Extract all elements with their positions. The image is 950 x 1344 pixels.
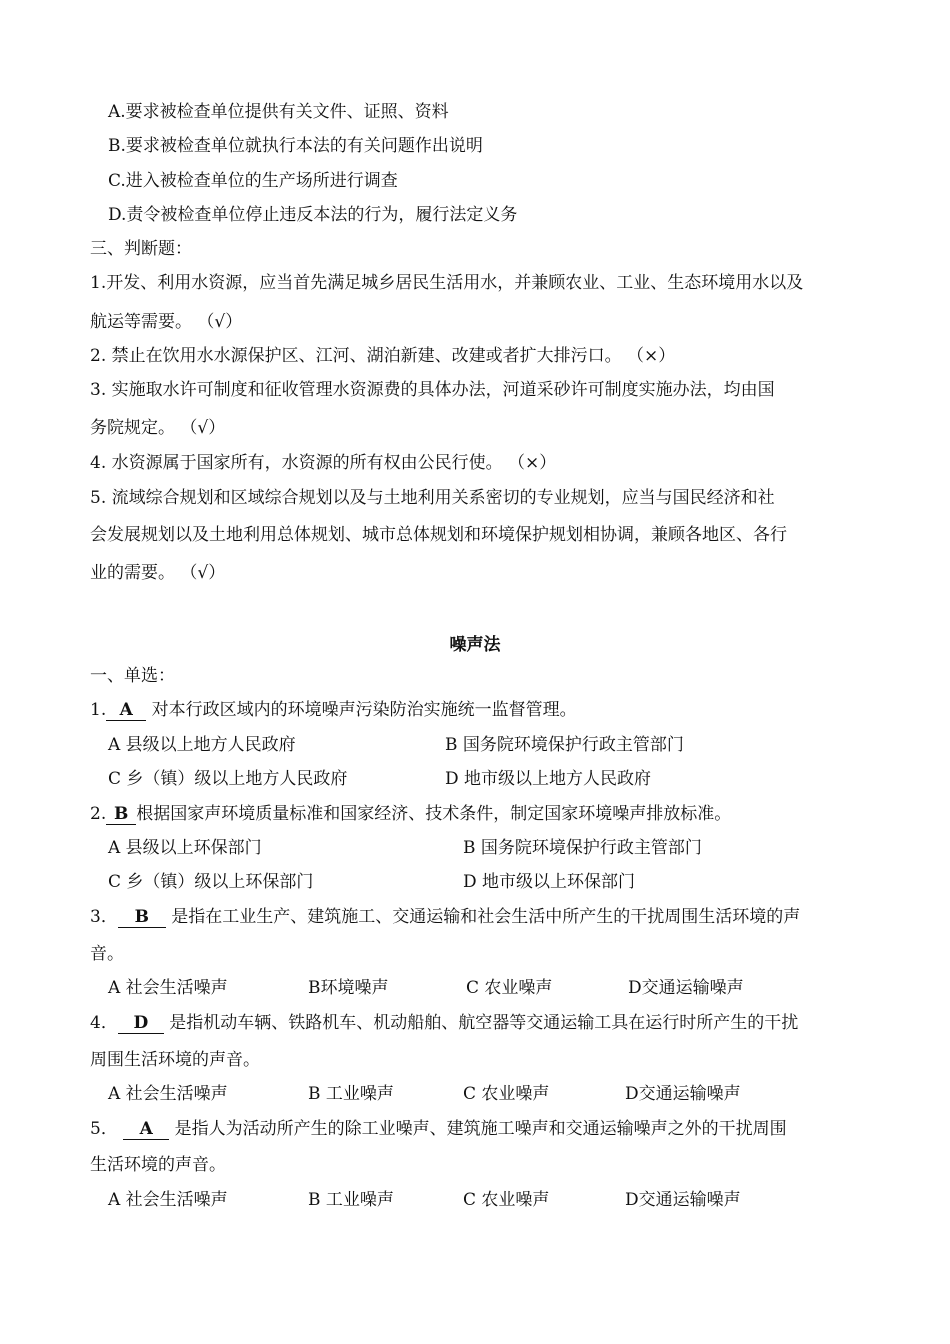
question-5-line-2: 生活环境的声音。 xyxy=(90,1155,226,1175)
judge-heading: 三、判断题： xyxy=(90,239,192,259)
judge-item-2: 2. 禁止在饮用水水源保护区、江河、湖泊新建、改建或者扩大排污口。 （×） xyxy=(90,346,676,366)
question-text: 是指人为活动所产生的除工业噪声、建筑施工噪声和交通运输噪声之外的干扰周围 xyxy=(174,1119,787,1139)
q4-option-a: A 社会生活噪声 xyxy=(108,1084,228,1104)
section-title: 噪声法 xyxy=(449,635,501,655)
judge-item-3-line-2: 务院规定。 （√） xyxy=(90,418,226,438)
option-d: D.责令被检查单位停止违反本法的行为，履行法定义务 xyxy=(108,205,518,225)
answer-blank: A xyxy=(106,700,146,721)
question-4 xyxy=(90,1011,798,1035)
q2-option-d: D 地市级以上环保部门 xyxy=(463,872,636,892)
question-2 xyxy=(90,802,731,826)
q3-option-a: A 社会生活噪声 xyxy=(108,978,228,998)
question-text: 是指机动车辆、铁路机车、机动船舶、航空器等交通运输工具在运行时所产生的干扰 xyxy=(169,1013,799,1033)
q5-option-c: C 农业噪声 xyxy=(463,1190,550,1210)
question-4-line-2: 周围生活环境的声音。 xyxy=(90,1050,260,1070)
judge-item-5-line-1: 5. 流域综合规划和区域综合规划以及与土地利用关系密切的专业规划，应当与国民经济和社 xyxy=(90,488,775,508)
option-b: B.要求被检查单位就执行本法的有关问题作出说明 xyxy=(108,136,483,156)
question-3-line-2: 音。 xyxy=(90,944,124,964)
single-choice-heading: 一、单选： xyxy=(90,666,175,686)
judge-item-5-line-3: 业的需要。 （√） xyxy=(90,563,226,583)
question-1 xyxy=(90,698,577,722)
option-c: C.进入被检查单位的生产场所进行调查 xyxy=(108,171,398,191)
question-number: 5． xyxy=(90,1119,118,1139)
question-number: 3． xyxy=(90,907,118,927)
answer-blank: D xyxy=(118,1013,164,1034)
q4-option-c: C 农业噪声 xyxy=(463,1084,550,1104)
judge-item-1-line-2: 航运等需要。 （√） xyxy=(90,312,243,332)
judge-item-1-line-1: 1.开发、利用水资源，应当首先满足城乡居民生活用水，并兼顾农业、工业、生态环境用水以及 xyxy=(90,273,804,293)
q2-option-c: C 乡（镇）级以上环保部门 xyxy=(108,872,314,892)
q2-option-b: B 国务院环境保护行政主管部门 xyxy=(463,838,702,858)
q3-option-b: B环境噪声 xyxy=(308,978,389,998)
q1-option-b: B 国务院环境保护行政主管部门 xyxy=(445,735,684,755)
q4-option-b: B 工业噪声 xyxy=(308,1084,394,1104)
question-text: 对本行政区域内的环境噪声污染防治实施统一监督管理。 xyxy=(151,700,577,720)
q3-option-c: C 农业噪声 xyxy=(466,978,553,998)
judge-item-3-line-1: 3. 实施取水许可制度和征收管理水资源费的具体办法，河道采砂许可制度实施办法，均由国 xyxy=(90,380,775,400)
q1-option-c: C 乡（镇）级以上地方人民政府 xyxy=(108,769,348,789)
judge-item-4: 4. 水资源属于国家所有，水资源的所有权由公民行使。 （×） xyxy=(90,453,557,473)
question-3 xyxy=(90,905,800,929)
q3-option-d: D交通运输噪声 xyxy=(628,978,744,998)
q2-option-a: A 县级以上环保部门 xyxy=(108,838,262,858)
q1-option-a: A 县级以上地方人民政府 xyxy=(108,735,296,755)
answer-blank: B xyxy=(106,804,136,825)
answer-blank: B xyxy=(118,907,166,928)
question-5 xyxy=(90,1117,787,1141)
q5-option-d: D交通运输噪声 xyxy=(625,1190,741,1210)
q4-option-d: D交通运输噪声 xyxy=(625,1084,741,1104)
q1-option-d: D 地市级以上地方人民政府 xyxy=(445,769,652,789)
q5-option-a: A 社会生活噪声 xyxy=(108,1190,228,1210)
question-number: 4． xyxy=(90,1013,118,1033)
judge-item-5-line-2: 会发展规划以及土地利用总体规划、城市总体规划和环境保护规划相协调，兼顾各地区、各行 xyxy=(90,525,787,545)
option-a: A.要求被检查单位提供有关文件、证照、资料 xyxy=(108,102,449,122)
q5-option-b: B 工业噪声 xyxy=(308,1190,394,1210)
question-text: 根据国家声环境质量标准和国家经济、技术条件，制定国家环境噪声排放标准。 xyxy=(136,804,732,824)
question-number: 2. xyxy=(90,804,107,824)
answer-blank: A xyxy=(123,1119,169,1140)
question-text: 是指在工业生产、建筑施工、交通运输和社会生活中所产生的干扰周围生活环境的声 xyxy=(171,907,801,927)
question-number: 1. xyxy=(90,700,107,720)
